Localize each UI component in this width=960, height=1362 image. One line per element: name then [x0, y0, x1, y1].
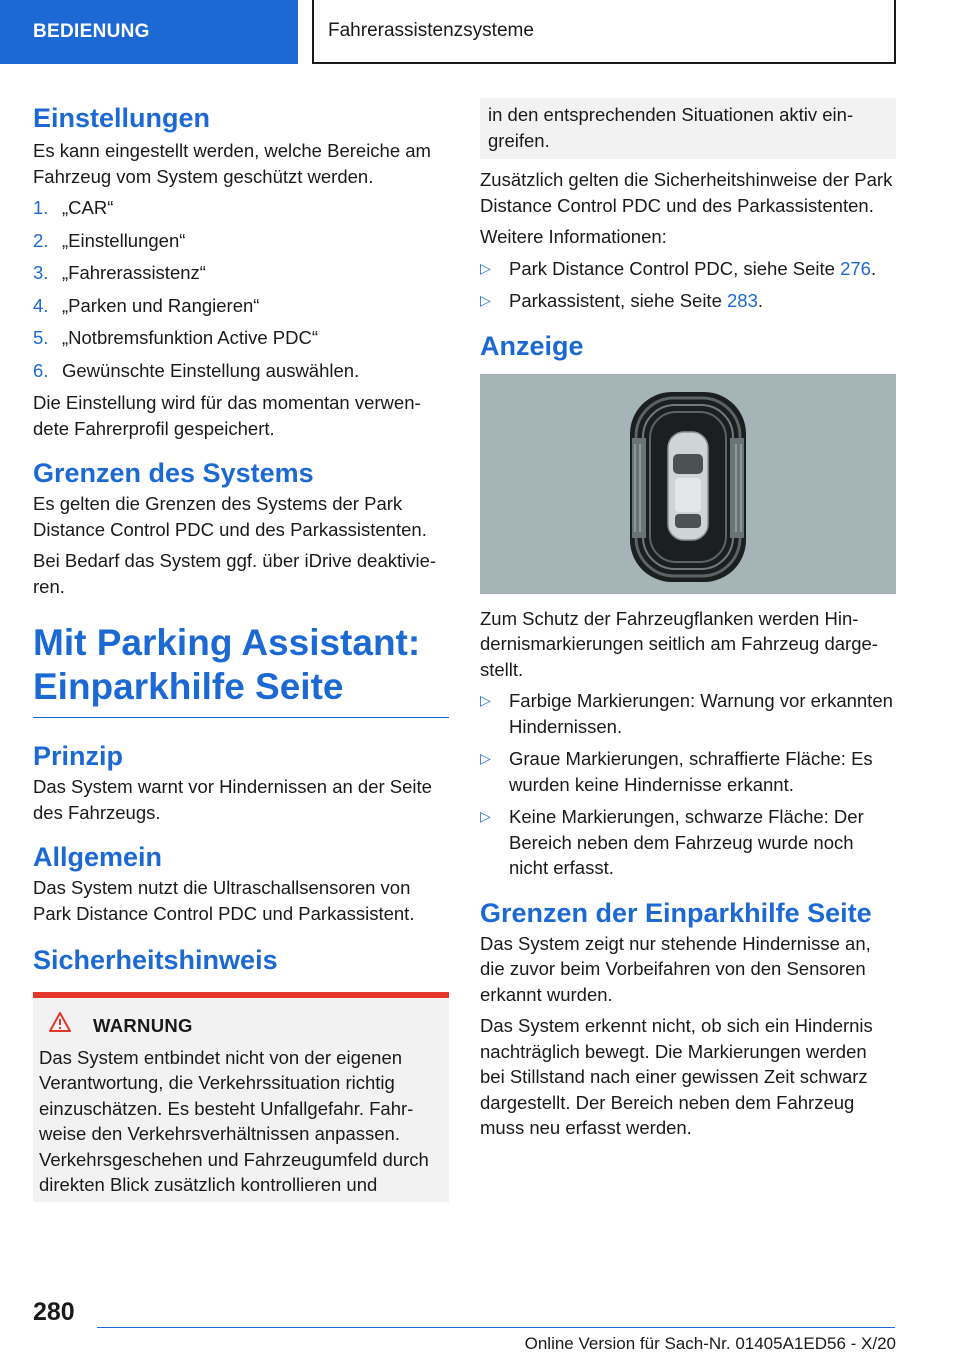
- steps-list: [33, 195, 449, 383]
- list-item: 5. „Notbremsfunktion Active PDC“: [33, 327, 319, 348]
- heading-grenzen-seite: Grenzen der Einparkhilfe Seite: [480, 897, 872, 928]
- footer-text: Online Version für Sach-Nr. 01405A1ED56 - X/20: [524, 1334, 896, 1353]
- section-tab: [0, 0, 298, 64]
- list-item: 1. „CAR“: [33, 197, 114, 218]
- grenzen-seite-p1: Das System zeigt nur stehende Hindernisse an, die zuvor beim Vorbeifahren von den Sensoren erkannt wurden.: [480, 932, 871, 1005]
- footer-rule: [97, 1327, 895, 1328]
- right-column: [480, 100, 896, 1147]
- list-item: ▷ Park Distance Control PDC, siehe Seite 276.: [480, 256, 896, 282]
- list-item: ▷ Parkassistent, siehe Seite 283.: [480, 288, 896, 314]
- page-link-283[interactable]: 283: [727, 290, 758, 311]
- warning-box: [33, 992, 449, 1202]
- parking-display-image: [480, 374, 896, 594]
- allgemein-text: Das System nutzt die Ultraschallsensoren von Park Distance Control PDC und Parkassistent.: [33, 877, 415, 924]
- left-column: [33, 100, 449, 1202]
- section-label: BEDIENUNG: [33, 21, 150, 42]
- list-item: 6. Gewünschte Einstellung auswählen.: [33, 359, 360, 381]
- chapter-rule: [33, 717, 449, 718]
- einstellungen-note: Die Einstellung wird für das momentan verwendete Fahrerprofil gespeichert.: [33, 392, 421, 439]
- heading-allgemein: Allgemein: [33, 842, 163, 872]
- grenzen-p1: Es gelten die Grenzen des Systems der Park Distance Control PDC und des Parkassistenten.: [33, 493, 427, 540]
- list-item: 2. „Einstellungen“: [33, 229, 186, 251]
- warning-text: Das System entbindet nicht von der eigenen Verantwortung, die Verkehrssituation richtig einzuschätzen. Es besteht Unfallgefahr. Fahrweise den Verkehrsverhältnissen anpassen. Verkehrsgeschehen und Fahrzeugumfeld durch direkten Blick zusätzlich kontrollieren und: [39, 1046, 429, 1195]
- page-number: 280: [33, 1298, 75, 1326]
- warning-label: WARNUNG: [93, 1014, 193, 1036]
- anzeige-text: Zum Schutz der Fahrzeugflanken werden Hindernismarkierungen seitlich am Fahrzeug dargestellt.: [480, 607, 878, 680]
- list-item: 3. „Fahrerassistenz“: [33, 262, 206, 283]
- grenzen-p2: Bei Bedarf das System ggf. über iDrive deaktivieren.: [33, 550, 437, 597]
- list-item: ▷ Keine Markierungen, schwarze Fläche: Der Bereich neben dem Fahrzeug wurde noch nicht erfasst.: [480, 804, 896, 881]
- heading-grenzen: Grenzen des Systems: [33, 458, 314, 488]
- list-item: 4. „Parken und Rangieren“: [33, 294, 260, 316]
- marker-list: [480, 688, 896, 881]
- chapter-label: Fahrerassistenzsysteme: [328, 20, 534, 41]
- chapter-title: Mit Parking Assistant: Einparkhilfe Seite: [33, 622, 421, 707]
- bullet-triangle-icon: ▷: [480, 808, 491, 824]
- heading-anzeige: Anzeige: [480, 330, 584, 361]
- zusatz-text: Zusätzlich gelten die Sicherheitshinweise der Park Distance Control PDC und des Parkassistenten.: [480, 169, 893, 216]
- warning-continuation: in den entsprechenden Situationen aktiv eingreifen.: [480, 98, 896, 159]
- bullet-triangle-icon: ▷: [480, 259, 491, 276]
- warning-triangle-icon: [49, 1012, 71, 1039]
- list-item: ▷ Farbige Markierungen: Warnung vor erkannten Hindernissen.: [480, 688, 896, 739]
- heading-einstellungen: Einstellungen: [33, 103, 211, 133]
- list-item: ▷ Graue Markierungen, schraffierte Fläche: Es wurden keine Hindernisse erkannt.: [480, 746, 896, 797]
- grenzen-seite-p2: Das System erkennt nicht, ob sich ein Hindernis nachträglich bewegt. Die Markierungen werden bei Stillstand nach einer gewissen Zeit schwarz dargestellt. Der Bereich neben dem Fahrzeug muss neu erfasst werden.: [480, 1015, 873, 1138]
- weitere-text: Weitere Informationen:: [480, 226, 667, 247]
- page-link-276[interactable]: 276: [840, 257, 871, 279]
- reference-list: [480, 256, 896, 314]
- chapter-header: [312, 0, 896, 64]
- bullet-triangle-icon: ▷: [480, 292, 491, 308]
- heading-prinzip: Prinzip: [33, 741, 124, 771]
- prinzip-text: Das System warnt vor Hindernissen an der Seite des Fahrzeugs.: [33, 776, 432, 823]
- bullet-triangle-icon: ▷: [480, 750, 491, 766]
- heading-sicherheit: Sicherheitshinweis: [33, 945, 278, 975]
- einstellungen-intro: Es kann eingestellt werden, welche Bereiche am Fahrzeug vom System geschützt werden.: [33, 140, 431, 187]
- bullet-triangle-icon: ▷: [480, 692, 491, 708]
